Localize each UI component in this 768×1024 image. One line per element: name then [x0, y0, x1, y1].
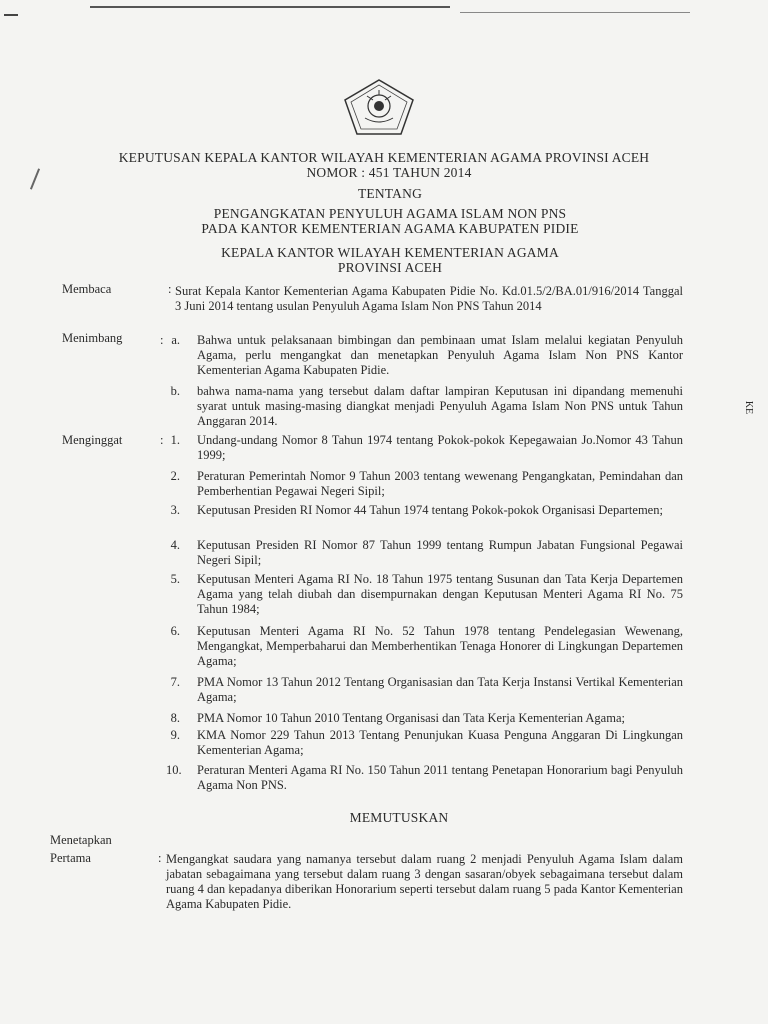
mengingat-item: Undang-undang Nomor 8 Tahun 1974 tentang Pokok-pokok Kepegawaian Jo.Nomor 43 Tahun 1999; — [197, 433, 683, 462]
pertama-text: Mengangkat saudara yang namanya tersebut dalam ruang 2 menjadi Penyuluh Agama Islam dalam jabatan sebagaimana yang tersebut dalam ruang 3 dengan sasaran/obyek sebagaimana tersebut dalam ruang 4 dan kepadanya diberikan Honorarium seperti tersebut dalam ruang 5 pada Kantor Kementerian Agama Kabupaten Pidie. — [166, 852, 683, 911]
decree-number: NOMOR : 451 TAHUN 2014 — [306, 165, 472, 180]
menimbang-item: Bahwa untuk pelaksanaan bimbingan dan pembinaan umat Islam melalui kegiatan Penyuluh Agama, perlu mengangkat dan menetapkan Penyuluh Agama Islam Non PNS Kantor Kementerian Agama Kabupaten Pidie. — [197, 333, 683, 377]
menimbang-colon: : — [160, 333, 164, 347]
pertama-label: Pertama — [50, 851, 91, 865]
mengingat-marker: 1. — [170, 433, 180, 447]
mengingat-marker: 3. — [170, 503, 180, 517]
mengingat-marker: 9. — [170, 728, 180, 742]
membaca-label: Membaca — [62, 282, 112, 296]
membaca-text: Surat Kepala Kantor Kementerian Agama Kabupaten Pidie No. Kd.01.5/2/BA.01/916/2014 Tanggal 3 Juni 2014 tentang usulan Penyuluh Agama Islam Non PNS Tahun 2014 — [175, 284, 683, 313]
mengingat-colon: : — [160, 433, 164, 447]
scan-top-edge-right — [460, 12, 690, 13]
mengingat-marker: 8. — [170, 711, 180, 725]
mengingat-label: Menginggat — [62, 433, 123, 447]
mengingat-item: Keputusan Menteri Agama RI No. 18 Tahun 1975 tentang Susunan dan Tata Kerja Departemen Agama yang telah diubah dan disempurnakan dengan Keputusan Menteri Agama RI No. 75 Tahun 1984; — [197, 572, 683, 616]
membaca-colon: : — [168, 282, 172, 296]
mengingat-marker: 10. — [166, 763, 182, 777]
mengingat-item: Keputusan Presiden RI Nomor 87 Tahun 1999 tentang Rumpun Jabatan Fungsional Pegawai Negeri Sipil; — [197, 538, 683, 567]
mengingat-marker: 7. — [170, 675, 180, 689]
mengingat-marker: 4. — [170, 538, 180, 552]
margin-mark: KE — [743, 400, 755, 415]
menimbang-marker: a. — [171, 333, 180, 347]
tentang-heading: TENTANG — [357, 186, 423, 201]
pertama-colon: : — [158, 851, 162, 865]
subject-line-2: PADA KANTOR KEMENTERIAN AGAMA KABUPATEN PIDIE — [201, 221, 579, 236]
scan-top-edge — [90, 6, 450, 8]
mengingat-item: Keputusan Presiden RI Nomor 44 Tahun 1974 tentang Pokok-pokok Organisasi Departemen; — [197, 503, 663, 517]
mengingat-item: KMA Nomor 229 Tahun 2013 Tentang Penunjukan Kuasa Penguna Anggaran Di Lingkungan Kementerian Agama; — [197, 728, 683, 757]
official-line-1: KEPALA KANTOR WILAYAH KEMENTERIAN AGAMA — [221, 245, 559, 260]
menimbang-marker: b. — [170, 384, 180, 398]
mengingat-marker: 6. — [170, 624, 180, 638]
mengingat-item: Peraturan Pemerintah Nomor 9 Tahun 2003 tentang wewenang Pengangkatan, Pemindahan dan Pemberhentian Pegawai Negeri Sipil; — [197, 469, 683, 498]
kemenag-emblem-logo — [343, 78, 415, 136]
mengingat-item: PMA Nomor 13 Tahun 2012 Tentang Organisasian dan Tata Kerja Instansi Vertikal Kementerian Agama; — [197, 675, 683, 704]
mengingat-marker: 2. — [170, 469, 180, 483]
mengingat-item: Peraturan Menteri Agama RI No. 150 Tahun 2011 tentang Penetapan Honorarium bagi Penyuluh Agama Non PNS. — [197, 763, 683, 792]
mengingat-marker: 5. — [170, 572, 180, 586]
scan-left-mark — [4, 14, 18, 16]
mengingat-item: PMA Nomor 10 Tahun 2010 Tentang Organisasi dan Tata Kerja Kementerian Agama; — [197, 711, 625, 725]
menimbang-label: Menimbang — [62, 331, 123, 345]
decree-title: KEPUTUSAN KEPALA KANTOR WILAYAH KEMENTERIAN AGAMA PROVINSI ACEH — [118, 150, 650, 165]
memutuskan-heading: MEMUTUSKAN — [349, 810, 449, 825]
official-line-2: PROVINSI ACEH — [337, 260, 443, 275]
menetapkan-label: Menetapkan — [50, 833, 112, 847]
menimbang-item: bahwa nama-nama yang tersebut dalam daftar lampiran Keputusan ini dipandang memenuhi syarat untuk masing-masing diangkat menjadi Penyuluh Agama Islam Non PNS untuk Tahun Anggaran 2014. — [197, 384, 683, 428]
mengingat-item: Keputusan Menteri Agama RI No. 52 Tahun 1978 tentang Pendelegasian Wewenang, Mengangkat, Memperbaharui dan Memberhentikan Tenaga Honorer di Lingkungan Departemen Agama; — [197, 624, 683, 668]
subject-line-1: PENGANGKATAN PENYULUH AGAMA ISLAM NON PNS — [213, 206, 567, 221]
